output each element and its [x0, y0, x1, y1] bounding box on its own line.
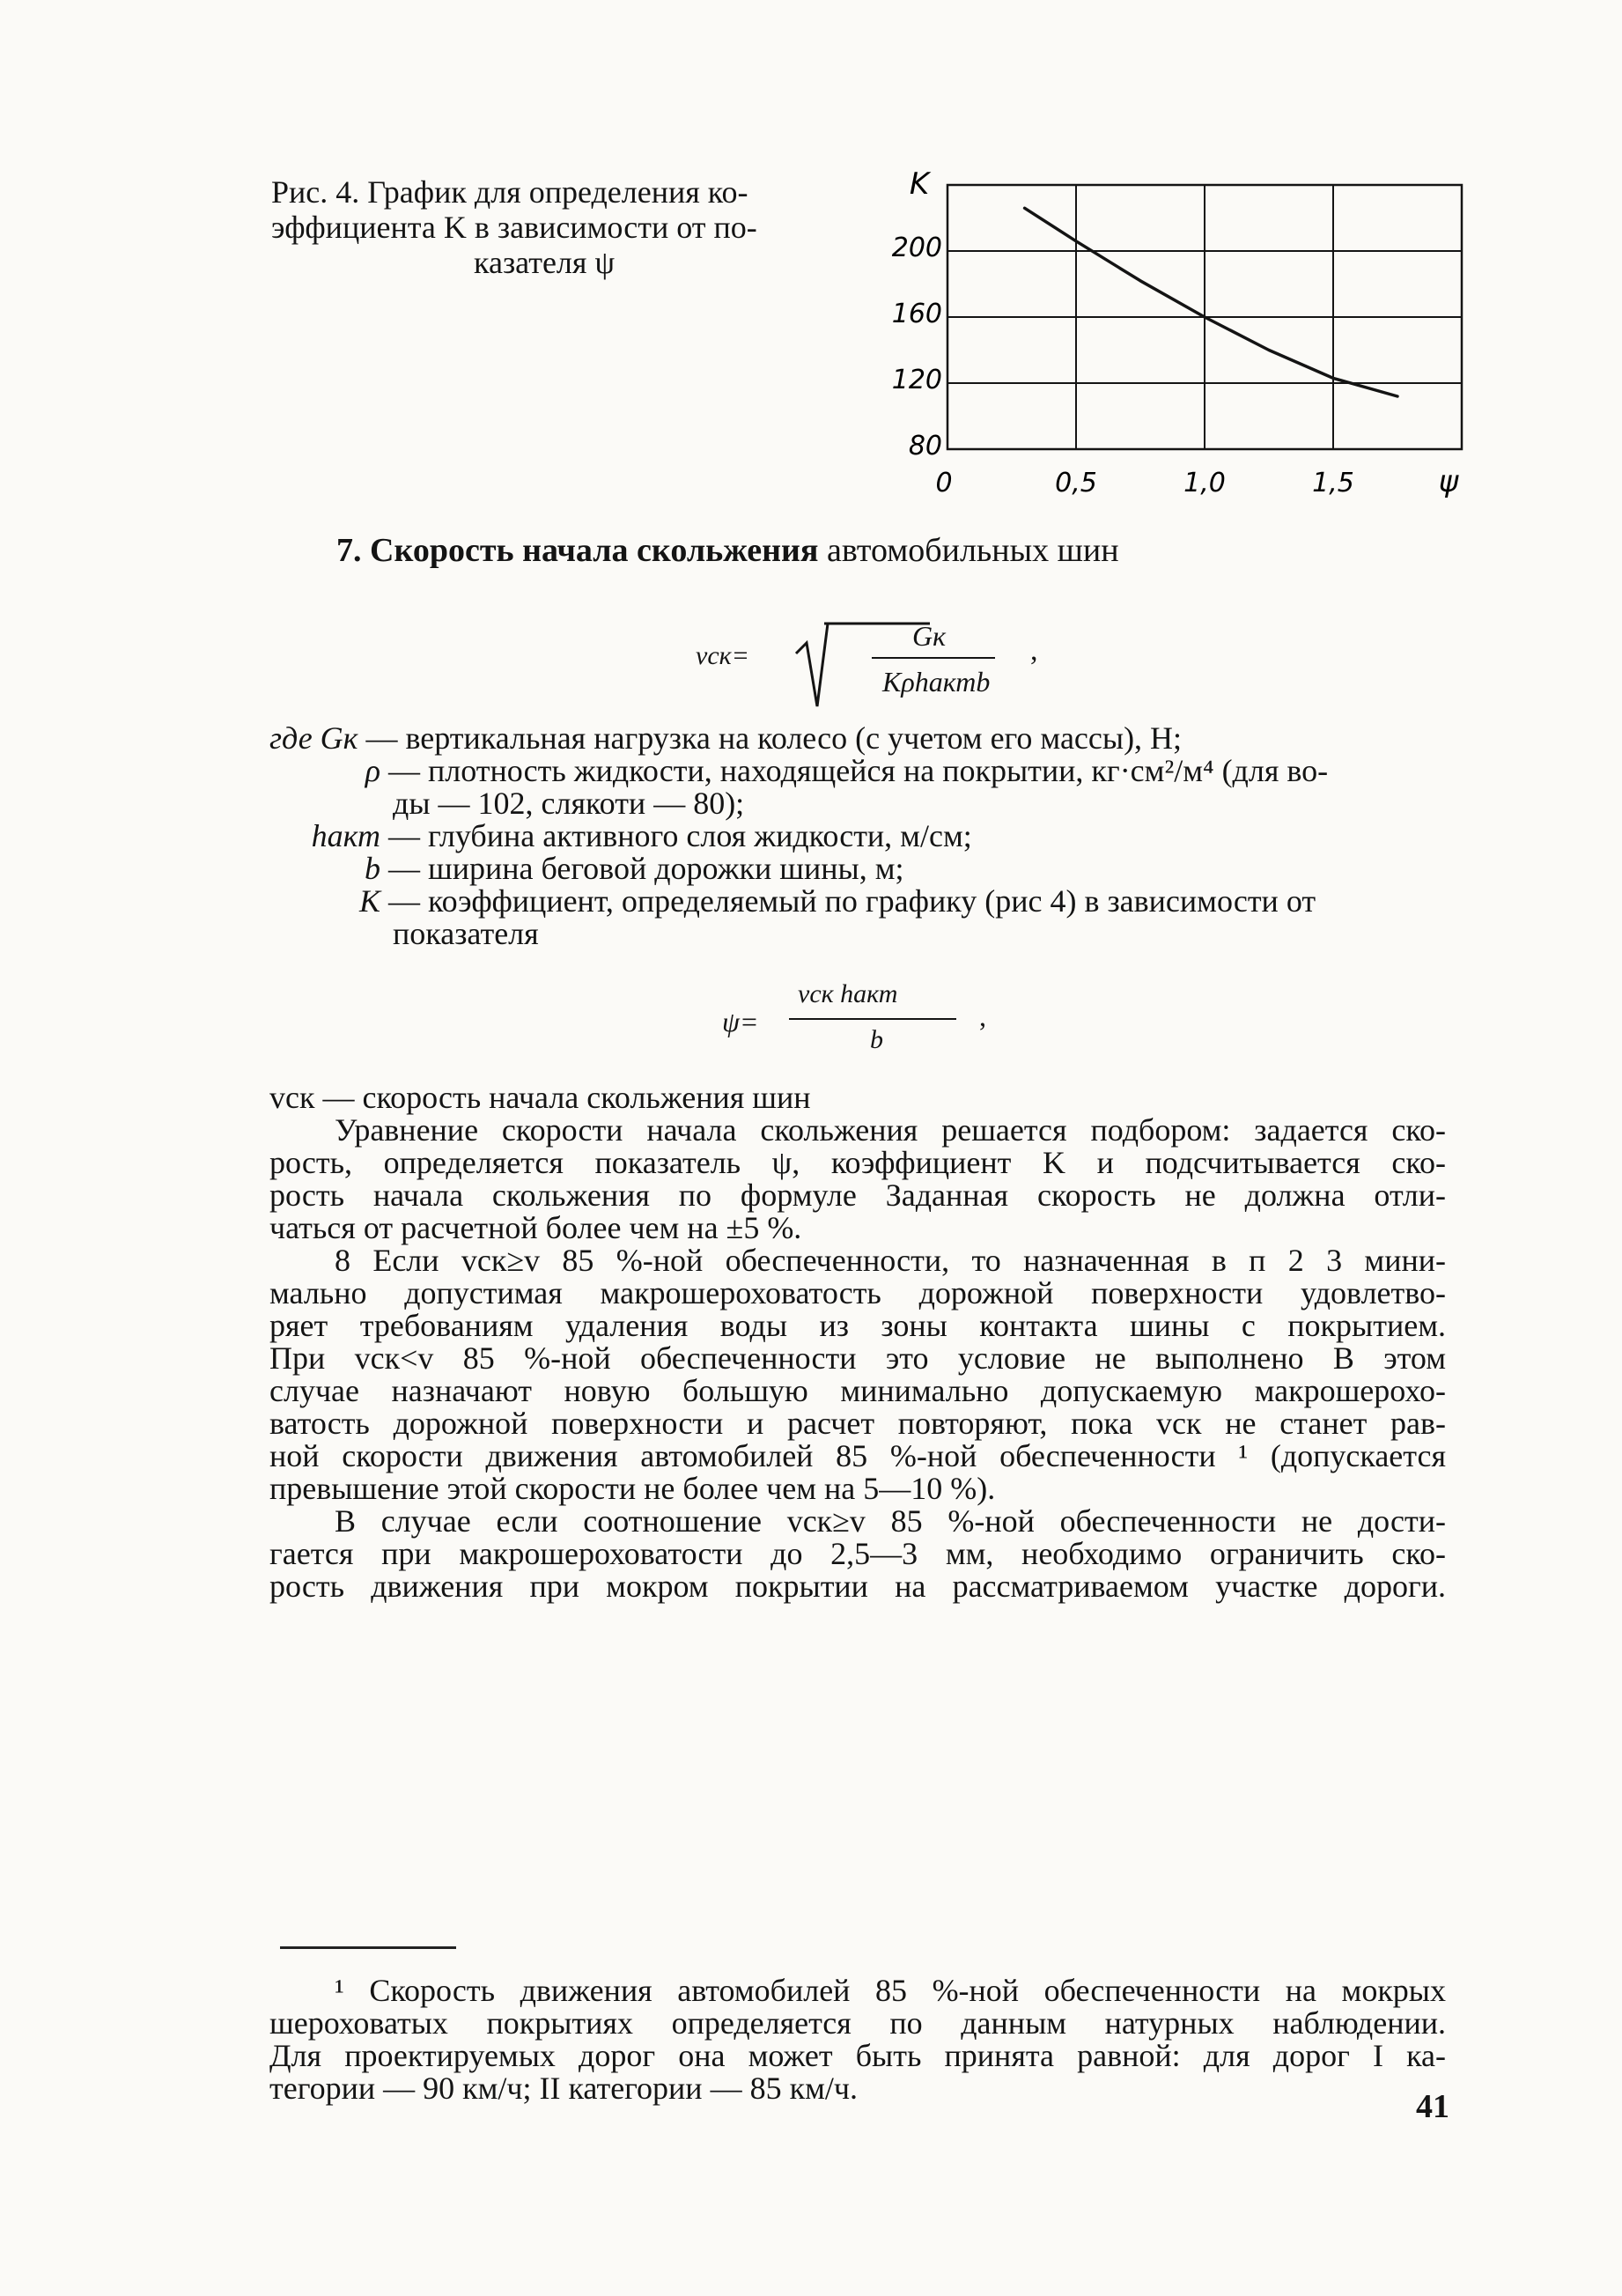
formula-lhs: vск=	[696, 641, 749, 670]
x-axis-label: ψ	[1438, 464, 1459, 499]
definition-symbol: ρ	[365, 753, 380, 788]
formula-psi	[722, 979, 1004, 1067]
definition-row	[269, 722, 1446, 755]
footnote-line: ¹ Скорость движения автомобилей 85 %-ной обеспеченности на мокрых	[335, 1973, 1446, 2008]
y-tick-label: 160	[891, 299, 942, 329]
y-tick-label: 80	[908, 431, 942, 461]
definitions-list	[269, 722, 1446, 950]
definition-text: показателя	[393, 916, 539, 951]
footnote-line: Для проектируемых дорог она может быть принята равной: для дорог I ка-	[269, 2038, 1446, 2073]
x-tick-label: 0,5	[1055, 468, 1097, 498]
paragraph-2	[269, 1244, 1446, 1505]
y-tick-label: 200	[891, 233, 942, 263]
figure-caption	[271, 174, 870, 280]
footnote-line: шероховатых покрытиях определяется по данным натурных наблюдении.	[269, 2005, 1446, 2041]
definition-row	[269, 820, 1446, 853]
section-title-bold: Скорость начала скольжения	[370, 532, 819, 569]
definition-row	[269, 885, 1446, 918]
page-number: 41	[1416, 2088, 1449, 2125]
definition-text: ды — 102, слякоти — 80);	[393, 786, 745, 821]
definition-text: — ширина беговой дорожки шины, м;	[388, 851, 904, 886]
text-line: В случае если соотношение vск≥v 85 %-ной обеспеченности не дости-	[335, 1503, 1446, 1539]
text-line: гается при макрошероховатости до 2,5—3 мм, необходимо ограничить ско-	[269, 1536, 1446, 1571]
formula-trail: ,	[1030, 634, 1038, 667]
definition-symbol: b	[365, 851, 380, 886]
formula-numerator: vск hакт	[798, 979, 898, 1008]
y-axis-label: K	[909, 166, 930, 202]
definition-symbol: hакт	[311, 818, 380, 853]
definition-row	[269, 755, 1446, 787]
text-line: При vск<v 85 %-ной обеспеченности это условие не выполнено В этом	[269, 1340, 1446, 1376]
formula-denominator: b	[870, 1025, 883, 1054]
text-line: ной скорости движения автомобилей 85 %-ной обеспеченности ¹ (допускается	[269, 1438, 1446, 1473]
text-line: случае назначают новую большую минимально допускаемую макрошерохо-	[269, 1373, 1446, 1408]
formula-numerator: Gк	[912, 620, 947, 652]
section-heading	[336, 531, 1119, 570]
formula-trail: ,	[979, 1000, 986, 1032]
x-tick-label: 1,5	[1312, 468, 1354, 498]
paragraph-1	[269, 1114, 1446, 1244]
chart-lines	[1025, 208, 1397, 396]
footnote	[269, 1975, 1446, 2105]
vsk-definition: vск — скорость начала скольжения шин	[269, 1080, 811, 1115]
text-line: 8 Если vск≥v 85 %-ной обеспеченности, то назначенная в п 2 3 мини-	[335, 1243, 1446, 1278]
y-tick-label: 120	[891, 365, 942, 395]
caption-line: казателя ψ	[474, 245, 615, 280]
definition-text: — вертикальная нагрузка на колесо (с учетом его массы), H;	[365, 720, 1183, 756]
text-line: ватость дорожной поверхности и расчет повторяют, пока vск не станет рав-	[269, 1406, 1446, 1441]
definition-text: — плотность жидкости, находящейся на покрытии, кг·см²/м⁴ (для во-	[388, 753, 1329, 788]
fraction-bar	[789, 1018, 956, 1020]
paragraph-3	[269, 1505, 1446, 1603]
definition-text: — глубина активного слоя жидкости, м/см;	[388, 818, 972, 853]
section-number: 7.	[336, 532, 362, 569]
formula-denominator: Kρhактb	[882, 666, 991, 698]
caption-line: эффициента K в зависимости от по-	[271, 210, 757, 245]
text-line: рость, определяется показатель ψ, коэффициент K и подсчитывается ско-	[269, 1145, 1446, 1180]
text-line: ряет требованиям удаления воды из зоны контакта шины с покрытием.	[269, 1308, 1446, 1343]
x-tick-label: 0	[935, 468, 953, 498]
text-line: Уравнение скорости начала скольжения решается подбором: задается ско-	[335, 1112, 1446, 1148]
section-title-rest: автомобильных шин	[827, 532, 1119, 569]
text-line: чаться от расчетной более чем на ±5 %.	[269, 1210, 802, 1245]
formula-lhs: ψ=	[722, 1006, 759, 1037]
formula-vsk	[696, 608, 1048, 713]
text-line: рость движения при мокром покрытии на рассматриваемом участке дороги.	[269, 1569, 1446, 1604]
chart-ticks	[892, 233, 1354, 498]
definition-row	[269, 853, 1446, 885]
definition-symbol: K	[358, 883, 380, 919]
footnote-rule	[280, 1946, 456, 1949]
footnote-line: тегории — 90 км/ч; II категории — 85 км/ч.	[269, 2071, 858, 2106]
k-curve-line	[1025, 208, 1397, 396]
text-line: рость начала скольжения по формуле Заданная скорость не должна отли-	[269, 1178, 1446, 1213]
caption-line: Рис. 4. График для определения ко-	[271, 174, 748, 210]
definition-text: — коэффициент, определяемый по графику (рис 4) в зависимости от	[388, 883, 1316, 919]
text-line: мально допустимая макрошероховатость дорожной поверхности удовлетво-	[269, 1275, 1446, 1310]
text-line: превышение этой скорости не более чем на 5—10 %).	[269, 1471, 996, 1506]
definition-row	[269, 918, 1446, 950]
fraction-bar	[872, 657, 995, 659]
definition-row	[269, 787, 1446, 820]
k-psi-chart	[881, 159, 1497, 520]
x-tick-label: 1,0	[1183, 468, 1226, 498]
definition-symbol: где Gк	[269, 720, 358, 756]
